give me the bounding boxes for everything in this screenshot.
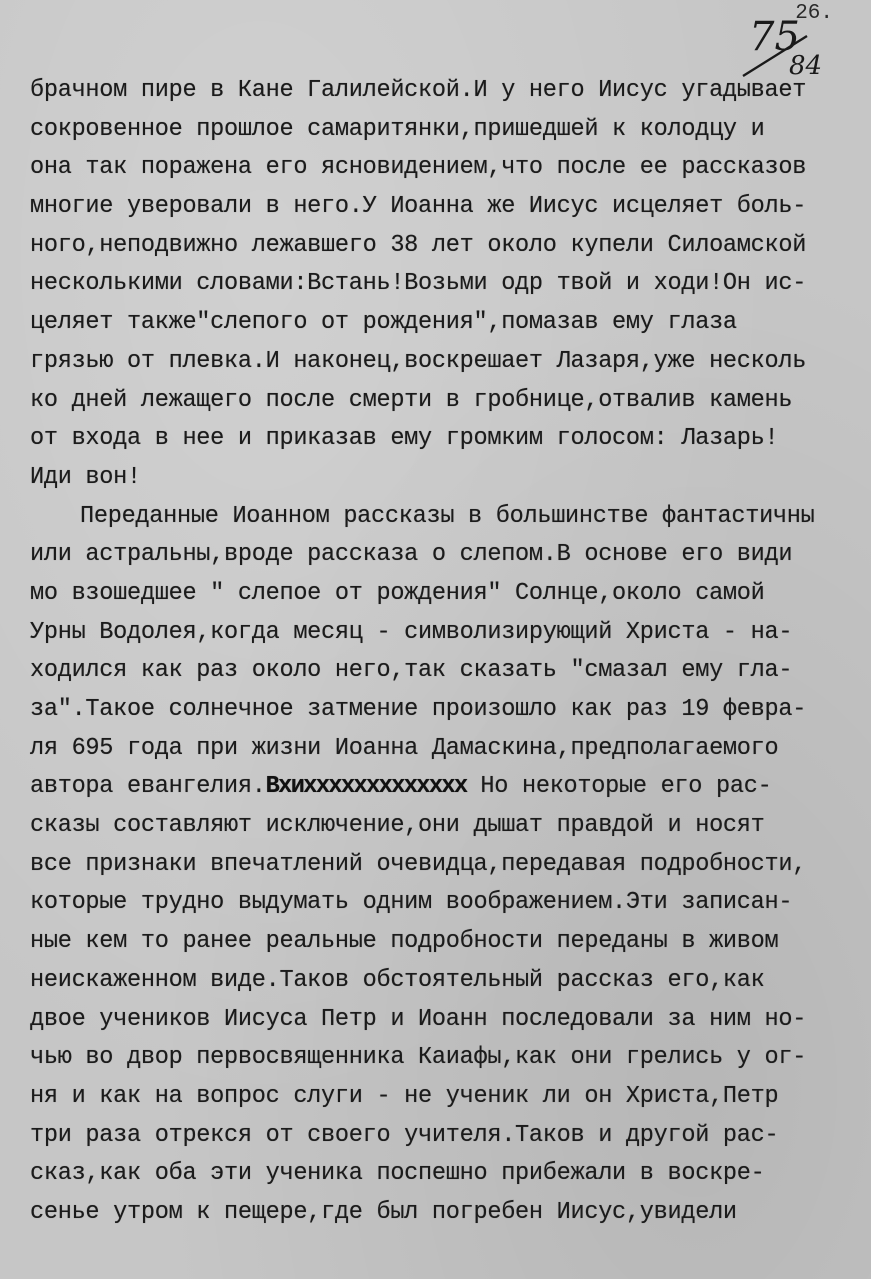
text-line: брачном пире в Кане Галилейской.И у него Иисус угадывает [30,77,807,104]
text-line: она так поражена его ясновидением,что после ее рассказов [30,154,807,182]
text-line: чью во двор первосвященника Каиафы,как они грелись у ог- [30,1044,807,1072]
text-line: сокровенное прошлое самаритянки,пришедшей к колодцу и [30,115,765,143]
archive-number-secondary: 84 [789,51,823,81]
text-line: или астральны,вроде рассказа о слепом.В основе его види [30,541,793,569]
text-line: несколькими словами:Встань!Возьми одр твой и ходи!Он ис- [30,270,807,298]
text-line: ные кем то ранее реальные подробности переданы в живом [30,928,779,956]
text-line: мо взошедшее " слепое от рождения" Солнце,около самой [30,579,765,607]
text-line: ходился как раз около него,так сказать "смазал ему гла- [30,657,793,685]
text-line: ня и как на вопрос слуги - не ученик ли он Христа,Петр [30,1082,779,1110]
text-segment: автора евангелия. [30,773,266,801]
text-line-with-strikeout [30,768,871,807]
typed-text-body [30,72,871,1233]
text-line: Урны Водолея,когда месяц - символизирующий Христа - на- [30,618,793,646]
paragraph-start-line: Переданные Иоанном рассказы в большинстве фантастичны [80,502,815,530]
text-line: двое учеников Иисуса Петр и Иоанн последовали за ним но- [30,1005,807,1033]
page-number: 26. [795,2,833,25]
text-line: сенье утром к пещере,где был погребен Иисус,увидели [30,1198,737,1226]
text-line: сказы составляют исключение,они дышат правдой и носят [30,812,765,840]
text-line: за".Такое солнечное затмение произошло как раз 19 февра- [30,696,807,723]
struck-out-text: Вхиххххххххххххх [265,773,467,801]
text-line: грязью от плевка.И наконец,воскрешает Лазаря,уже несколь [30,347,807,375]
text-line: сказ,как оба эти ученика поспешно прибежали в воскре- [30,1160,765,1188]
text-line: ного,неподвижно лежавшего 38 лет около купели Силоамской [30,231,807,259]
text-line: ко дней лежащего после смерти в гробнице,отвалив камень [30,386,793,414]
text-line: целяет также"слепого от рождения",помазав ему глаза [30,309,737,337]
text-line: многие уверовали в него.У Иоанна же Иисус исцеляет боль- [30,193,807,221]
text-line: неискаженном виде.Таков обстоятельный рассказ его,как [30,966,765,994]
text-line: ля 695 года при жизни Иоанна Дамаскина,предполагаемого [30,734,779,762]
text-line: три раза отрекся от своего учителя.Таков и другой рас- [30,1121,779,1149]
text-line: Иди вон! [30,463,141,491]
text-line: которые трудно выдумать одним воображением.Эти записан- [30,889,793,917]
text-line: все признаки впечатлений очевидца,передавая подробности, [30,850,807,878]
archive-number: 75 [749,14,800,60]
text-line: от входа в нее и приказав ему громким голосом: Лазарь! [30,425,779,453]
text-segment: Но некоторые его рас- [480,773,772,801]
